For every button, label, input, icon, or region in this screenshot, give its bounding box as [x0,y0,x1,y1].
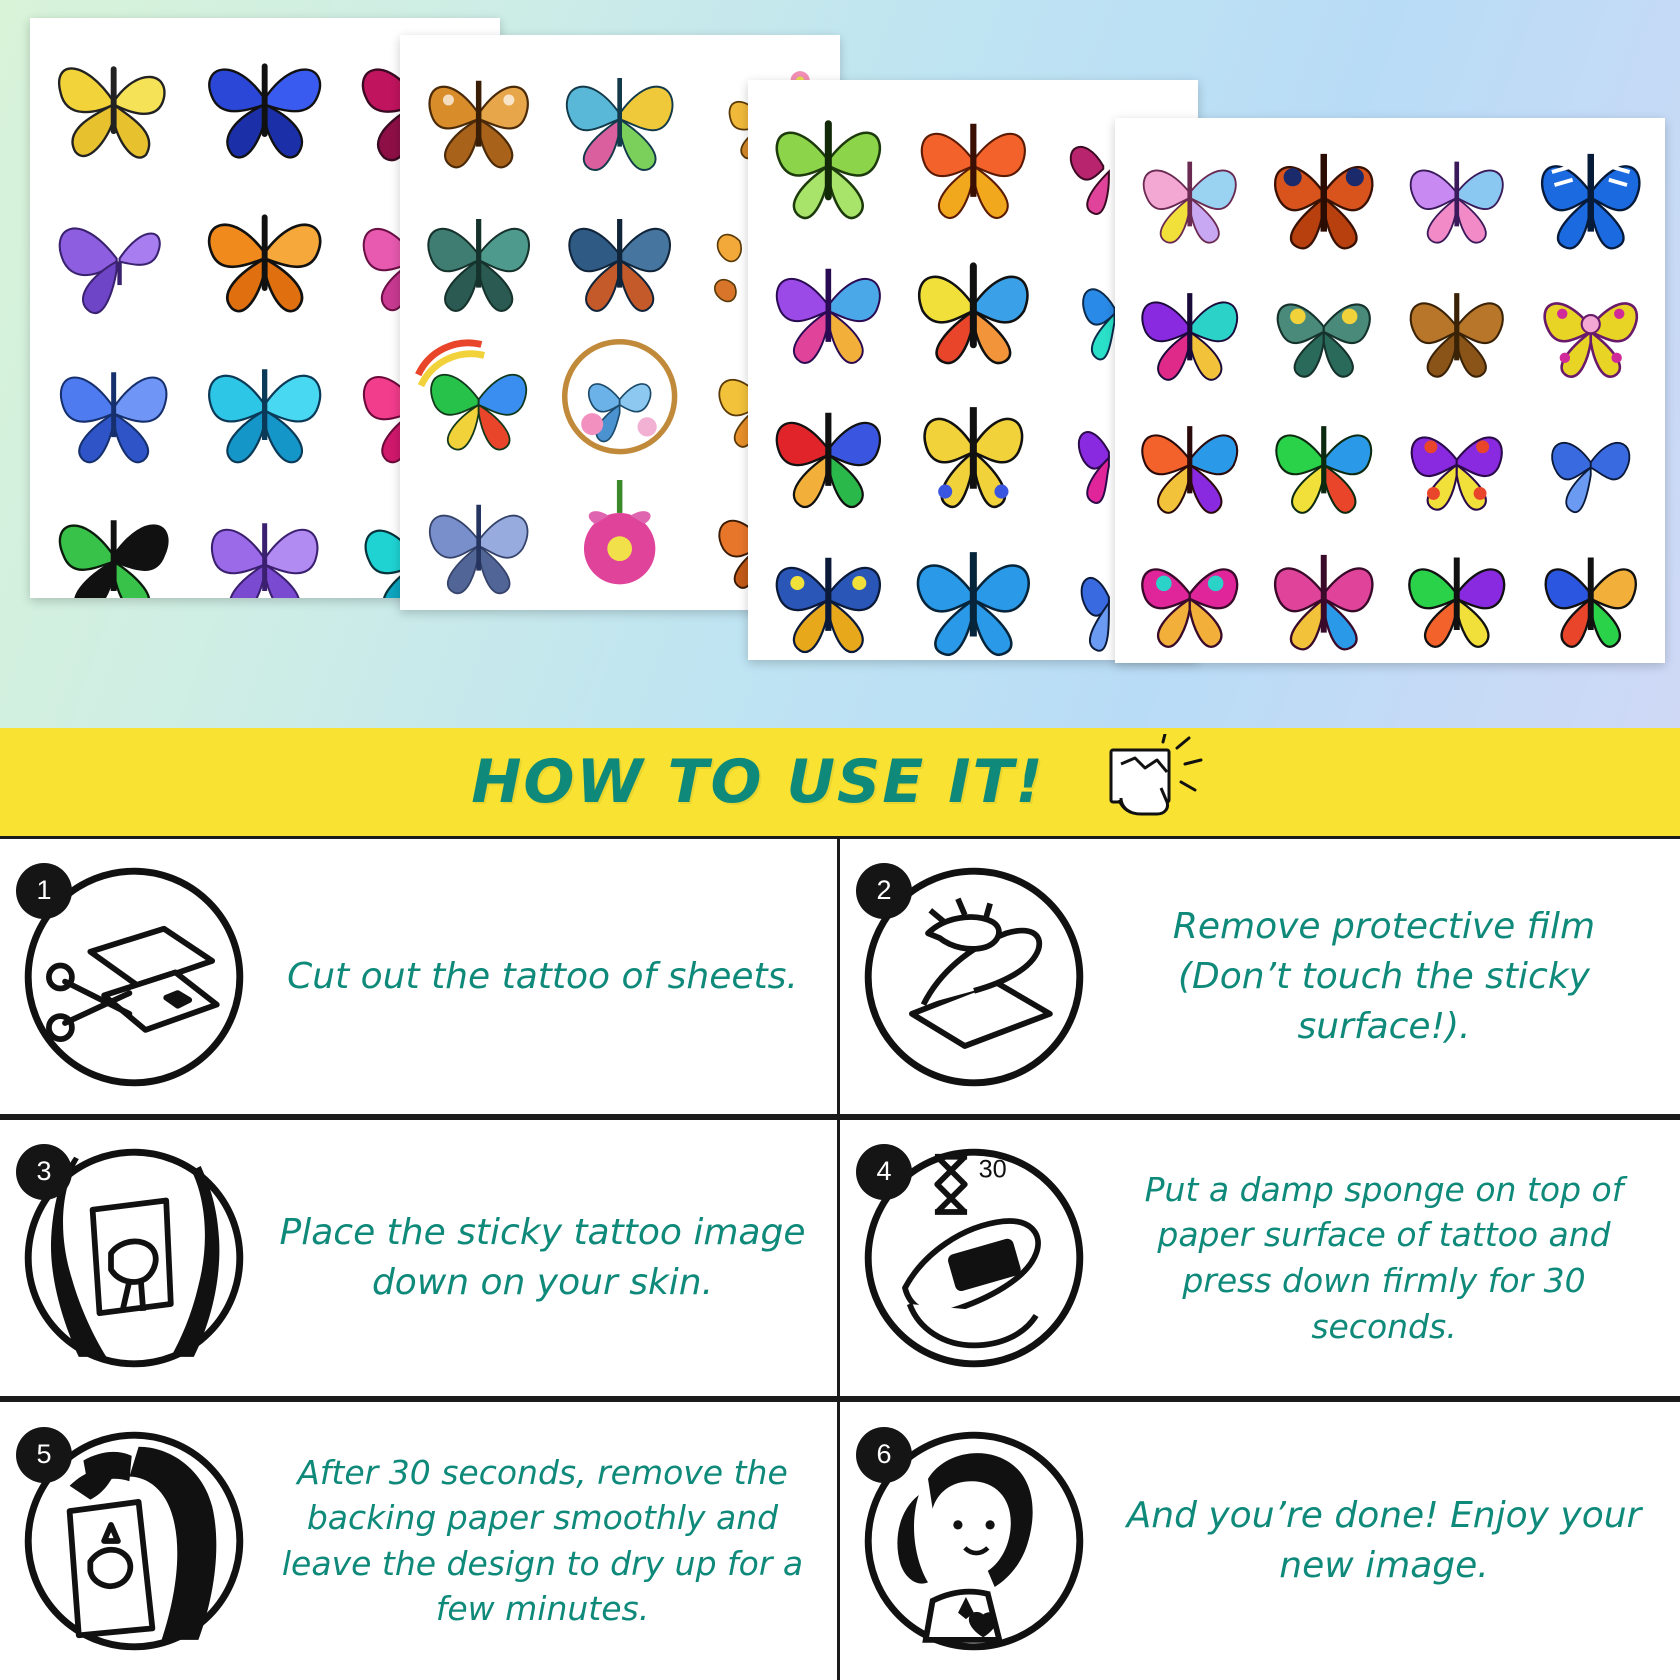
butterfly-grid [1115,118,1665,663]
butterfly-icon [1526,529,1656,659]
step-6-text: And you’re done! Enjoy your new image. [1126,1495,1642,1586]
step-number-badge: 1 [16,863,72,919]
step-1-text: Cut out the tattoo of sheets. [287,955,798,997]
butterfly-icon [1392,395,1522,525]
butterfly-icon [191,331,338,478]
butterfly-icon [410,45,547,182]
step-5 [0,1399,840,1680]
butterfly-icon [1259,262,1389,392]
butterfly-icon [551,45,688,182]
butterfly-icon [191,179,338,326]
butterfly-icon [551,469,688,606]
butterfly-icon [1392,529,1522,659]
step-number-badge: 6 [856,1427,912,1483]
step-6 [840,1399,1680,1680]
step-number-badge: 2 [856,863,912,919]
hand-holding-tattoo-sheet-icon [1089,734,1209,830]
butterfly-icon [1526,128,1656,258]
butterfly-icon [40,482,187,598]
step-2 [840,836,1680,1117]
butterfly-icon [410,328,547,465]
butterfly-icon [758,524,899,660]
butterfly-icon [1259,529,1389,659]
step-number-badge: 4 [856,1144,912,1200]
step-number-badge: 3 [16,1144,72,1200]
butterfly-icon [1125,529,1255,659]
hero-section [0,0,1680,728]
step-4-text: Put a damp sponge on top of paper surface of tattoo and press down firmly for 30 seconds. [1144,1169,1624,1346]
woman-with-finished-tattoo-icon [850,1417,1098,1665]
butterfly-icon [1125,395,1255,525]
banner-title: HOW TO USE IT! [471,747,1045,817]
step-number-badge: 5 [16,1427,72,1483]
hand-placing-tattoo-on-arm-icon [10,1134,258,1382]
butterfly-icon [1259,128,1389,258]
butterfly-icon [1125,262,1255,392]
butterfly-icon [758,235,899,376]
steps-grid [0,836,1680,1680]
butterfly-icon [1526,262,1656,392]
butterfly-icon [903,379,1044,520]
butterfly-icon [40,331,187,478]
scissors-cutting-sheet-icon [10,853,258,1101]
butterfly-icon [1259,395,1389,525]
butterfly-icon [1125,128,1255,258]
butterfly-icon [1526,395,1656,525]
timer-label: 30 [978,1155,1007,1184]
butterfly-icon [410,469,547,606]
step-5-text: After 30 seconds, remove the backing paper smoothly and leave the design to dry up for a few minutes. [281,1452,804,1629]
step-2-text: Remove protective film (Don’t touch the sticky surface!). [1172,906,1596,1047]
butterfly-icon [410,186,547,323]
tattoo-sheet-4 [1115,118,1665,663]
butterfly-icon [758,90,899,231]
butterfly-icon [1392,262,1522,392]
butterfly-icon [903,524,1044,660]
sponge-pressing-icon [850,1134,1098,1382]
butterfly-icon [551,328,688,465]
butterfly-icon [1392,128,1522,258]
hand-peeling-film-icon [850,853,1098,1101]
butterfly-icon [758,379,899,520]
step-3 [0,1117,840,1398]
butterfly-icon [903,90,1044,231]
butterfly-icon [40,179,187,326]
butterfly-icon [40,28,187,175]
butterfly-icon [191,28,338,175]
butterfly-icon [903,235,1044,376]
step-1 [0,836,840,1117]
how-to-use-banner [0,728,1680,836]
step-3-text: Place the sticky tattoo image down on your skin. [279,1212,806,1303]
step-4 [840,1117,1680,1398]
butterfly-icon [191,482,338,598]
butterfly-icon [551,186,688,323]
woman-removing-backing-paper-icon [10,1417,258,1665]
